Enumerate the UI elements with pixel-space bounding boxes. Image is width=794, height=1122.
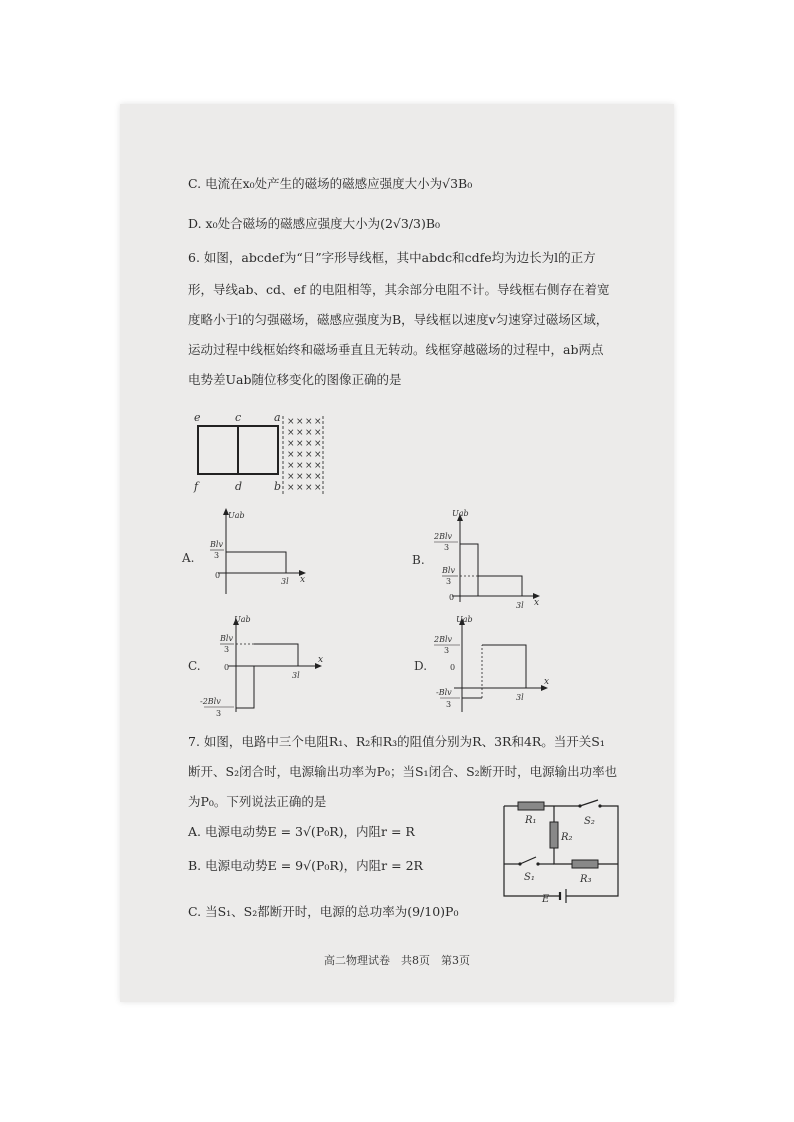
uab-curve	[226, 552, 286, 573]
tick-blv: Blv	[220, 634, 233, 643]
label-a: a	[274, 411, 281, 424]
q7-text-1: 7. 如图，电路中三个电阻R₁、R₂和R₃的阻值分别为R、3R和4R。当开关S₁	[188, 734, 605, 749]
option-c-label: C.	[188, 659, 201, 673]
field-cross: ×	[287, 417, 295, 427]
field-cross: ×	[296, 483, 304, 493]
switch-s2	[580, 800, 598, 806]
circuit-diagram	[498, 798, 624, 905]
origin-label: 0	[449, 593, 455, 602]
field-cross: ×	[296, 450, 304, 460]
field-cross: ×	[296, 428, 304, 438]
q7-option-b: B. 电源电动势E = 9√(P₀R)，内阻r = 2R	[188, 858, 423, 873]
field-cross: ×	[314, 450, 322, 460]
tick-3l: 3l	[292, 671, 300, 680]
origin-label: 0	[450, 663, 456, 672]
resistor-r2	[550, 822, 558, 848]
origin-label: 0	[224, 663, 230, 672]
resistor-r1	[518, 802, 544, 810]
tick-3: 3	[446, 577, 452, 586]
tick-blv: Blv	[442, 566, 455, 575]
q6-text-2: 形，导线ab、cd、ef 的电阻相等，其余部分电阻不计。导线框右侧存在着宽	[188, 282, 610, 297]
graph-c	[182, 612, 352, 720]
label-s1: S₁	[524, 872, 535, 883]
tick-2blv: 2Blv	[434, 532, 453, 541]
field-cross: ×	[305, 439, 313, 449]
label-d: d	[235, 480, 243, 493]
label-f: f	[194, 480, 199, 493]
option-b-label: B.	[412, 553, 425, 567]
label-c: c	[235, 411, 242, 424]
label-s2: S₂	[584, 816, 595, 827]
field-cross: ×	[296, 461, 304, 471]
uab-curve-segment-1	[236, 666, 254, 708]
label-r2: R₂	[561, 832, 573, 843]
x-axis-label: x	[534, 598, 540, 608]
switch-s1	[520, 857, 536, 864]
y-axis-label: Uab	[228, 511, 245, 520]
x-axis-label: x	[544, 677, 550, 687]
label-e: e	[194, 411, 201, 424]
uab-curve-segment-2	[478, 576, 522, 596]
label-r3: R₃	[580, 874, 592, 885]
q7-text-3: 为P₀。下列说法正确的是	[188, 794, 327, 809]
graph-a	[182, 504, 332, 599]
q7-option-c: C. 当S₁、S₂都断开时，电源的总功率为(9/10)P₀	[188, 904, 459, 919]
tick-3: 3	[214, 551, 220, 560]
q6-text-4: 运动过程中线框始终和磁场垂直且无转动。线框穿越磁场的过程中，ab两点	[188, 342, 604, 357]
field-cross: ×	[314, 461, 322, 471]
field-cross: ×	[287, 428, 295, 438]
exam-page	[120, 104, 674, 1002]
resistor-r3	[572, 860, 598, 868]
field-cross: ×	[287, 439, 295, 449]
uab-curve-segment-1	[460, 544, 478, 596]
field-cross: ×	[314, 417, 322, 427]
magnetic-field-crosses	[287, 417, 322, 493]
field-cross: ×	[287, 461, 295, 471]
origin-label: 0	[215, 571, 221, 580]
field-cross: ×	[305, 472, 313, 482]
tick-3l: 3l	[281, 577, 289, 586]
q5-option-d: D. x₀处合磁场的磁感应强度大小为(2√3/3)B₀	[188, 216, 441, 231]
label-e: E	[542, 894, 550, 905]
tick-3: 3	[444, 543, 450, 552]
page-footer: 高二物理试卷 共8页 第3页	[324, 954, 470, 967]
option-d-label: D.	[414, 659, 428, 673]
tick-3: 3	[446, 700, 452, 709]
q7-option-a: A. 电源电动势E = 3√(P₀R)，内阻r = R	[188, 824, 415, 839]
uab-curve-segment-2	[482, 645, 526, 688]
tick-neg-2blv: -2Blv	[200, 697, 221, 706]
field-cross: ×	[296, 472, 304, 482]
field-cross: ×	[287, 450, 295, 460]
tick-3: 3	[224, 645, 230, 654]
field-cross: ×	[287, 472, 295, 482]
uab-curve-segment-2	[254, 644, 298, 666]
x-axis-label: x	[318, 655, 324, 665]
tick-3: 3	[216, 709, 222, 718]
label-r1: R₁	[525, 815, 537, 826]
q7-text-2: 断开、S₂闭合时，电源输出功率为P₀；当S₁闭合、S₂断开时，电源输出功率也	[188, 764, 618, 779]
field-cross: ×	[314, 483, 322, 493]
field-cross: ×	[305, 450, 313, 460]
field-cross: ×	[314, 439, 322, 449]
tick-3l: 3l	[516, 693, 524, 702]
tick-neg-blv: -Blv	[436, 688, 452, 697]
q6-text-5: 电势差Uab随位移变化的图像正确的是	[188, 372, 402, 387]
tick-blv: Blv	[210, 540, 223, 549]
field-cross: ×	[296, 439, 304, 449]
x-axis-label: x	[300, 575, 306, 585]
field-cross: ×	[287, 483, 295, 493]
q5-option-c: C. 电流在x₀处产生的磁场的磁感应强度大小为√3B₀	[188, 176, 473, 191]
graph-b	[412, 504, 572, 609]
field-cross: ×	[305, 417, 313, 427]
frame-figure	[192, 410, 332, 500]
y-axis-label: Uab	[452, 509, 469, 518]
field-cross: ×	[314, 428, 322, 438]
tick-3: 3	[444, 646, 450, 655]
q6-text-3: 度略小于l的匀强磁场，磁感应强度为B，导线框以速度v匀速穿过磁场区域，	[188, 312, 609, 327]
y-axis-label: Uab	[456, 615, 473, 624]
field-cross: ×	[296, 417, 304, 427]
field-cross: ×	[305, 428, 313, 438]
field-cross: ×	[305, 461, 313, 471]
label-b: b	[274, 480, 282, 493]
graph-d	[412, 612, 572, 720]
field-cross: ×	[305, 483, 313, 493]
option-a-label: A.	[182, 551, 195, 565]
tick-3l: 3l	[516, 601, 524, 610]
q6-text-1: 6. 如图，abcdef为“日”字形导线框，其中abdc和cdfe均为边长为l的正方	[188, 250, 596, 265]
y-axis-label: Uab	[234, 615, 251, 624]
tick-2blv: 2Blv	[434, 635, 453, 644]
field-cross: ×	[314, 472, 322, 482]
